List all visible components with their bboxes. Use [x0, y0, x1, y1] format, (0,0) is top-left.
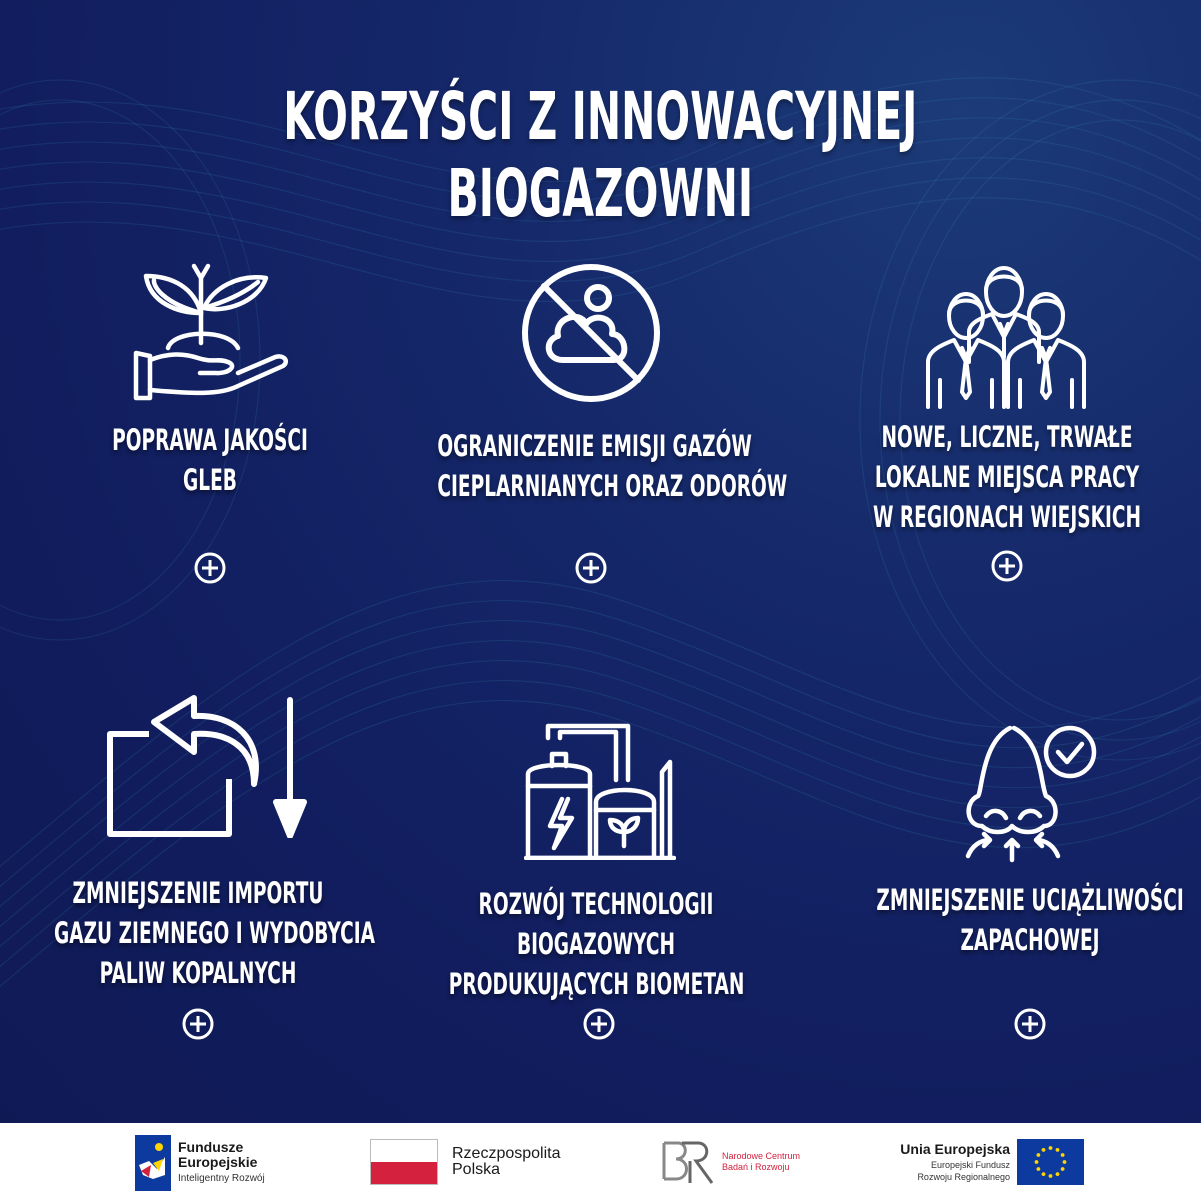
biogas-plant-icon — [524, 714, 676, 860]
expand-plus-icon[interactable] — [1013, 1007, 1047, 1041]
eu-star — [1056, 1148, 1060, 1152]
eu-star — [1042, 1172, 1046, 1176]
polish-flag-icon — [370, 1139, 438, 1185]
eu-star — [1049, 1146, 1053, 1150]
benefit-label-6: ZMNIEJSZENIE UCIĄŻLIWOŚCI ZAPACHOWEJ — [876, 883, 1184, 957]
ncbr-line2: Badań i Rozwoju — [722, 1162, 790, 1172]
nose-check-icon — [962, 722, 1100, 864]
page-title: KORZYŚCI Z INNOWACYJNEJ BIOGAZOWNI — [283, 78, 918, 232]
funding-logos-bar — [0, 1123, 1201, 1201]
benefit-label-4: ZMNIEJSZENIE IMPORTU GAZU ZIEMNEGO I WYDOBYCIA PALIW KOPALNYCH — [54, 876, 376, 990]
benefit-label-3: NOWE, LICZNE, TRWAŁE LOKALNE MIEJSCA PRACY W REGIONACH WIEJSKICH — [872, 420, 1142, 534]
expand-plus-icon[interactable] — [582, 1007, 616, 1041]
eu-star — [1061, 1153, 1065, 1157]
plant-in-hand-icon — [128, 258, 293, 403]
benefit-label-2: OGRANICZENIE EMISJI GAZÓW CIEPLARNIANYCH ORAZ ODORÓW — [437, 429, 788, 503]
fe-line3: Inteligentny Rozwój — [178, 1173, 265, 1184]
benefit-label-1: POPRAWA JAKOŚCI GLEB — [112, 423, 308, 497]
fe-line1: Fundusze — [178, 1139, 244, 1155]
eu-star — [1056, 1172, 1060, 1176]
ue-line1: Unia Europejska — [900, 1141, 1010, 1157]
eu-star — [1061, 1167, 1065, 1171]
eu-flag-icon — [1017, 1139, 1084, 1185]
expand-plus-icon[interactable] — [990, 549, 1024, 583]
expand-plus-icon[interactable] — [574, 551, 608, 585]
import-reduction-icon — [104, 694, 312, 838]
benefit-label-5: ROZWÓJ TECHNOLOGII BIOGAZOWYCH PRODUKUJĄCYCH BIOMETAN — [448, 887, 745, 1001]
eu-star — [1036, 1167, 1040, 1171]
eu-star — [1042, 1148, 1046, 1152]
expand-plus-icon[interactable] — [193, 551, 227, 585]
ue-line3: Rozwoju Regionalnego — [917, 1172, 1010, 1182]
fundusze-europejskie-logo-icon — [135, 1135, 171, 1191]
rp-line1: Rzeczpospolita — [452, 1145, 561, 1162]
workers-group-icon — [924, 262, 1090, 410]
eu-star — [1063, 1160, 1067, 1164]
expand-plus-icon[interactable] — [181, 1007, 215, 1041]
ncbr-logo-icon — [660, 1137, 718, 1189]
rp-line2: Polska — [452, 1161, 501, 1178]
fe-line2: Europejskie — [178, 1154, 258, 1170]
ue-line2: Europejski Fundusz — [930, 1160, 1010, 1170]
no-emissions-cloud-icon — [518, 260, 664, 406]
eu-star — [1036, 1153, 1040, 1157]
eu-star — [1049, 1174, 1053, 1178]
eu-star — [1035, 1160, 1039, 1164]
ncbr-line1: Narodowe Centrum — [722, 1151, 801, 1161]
